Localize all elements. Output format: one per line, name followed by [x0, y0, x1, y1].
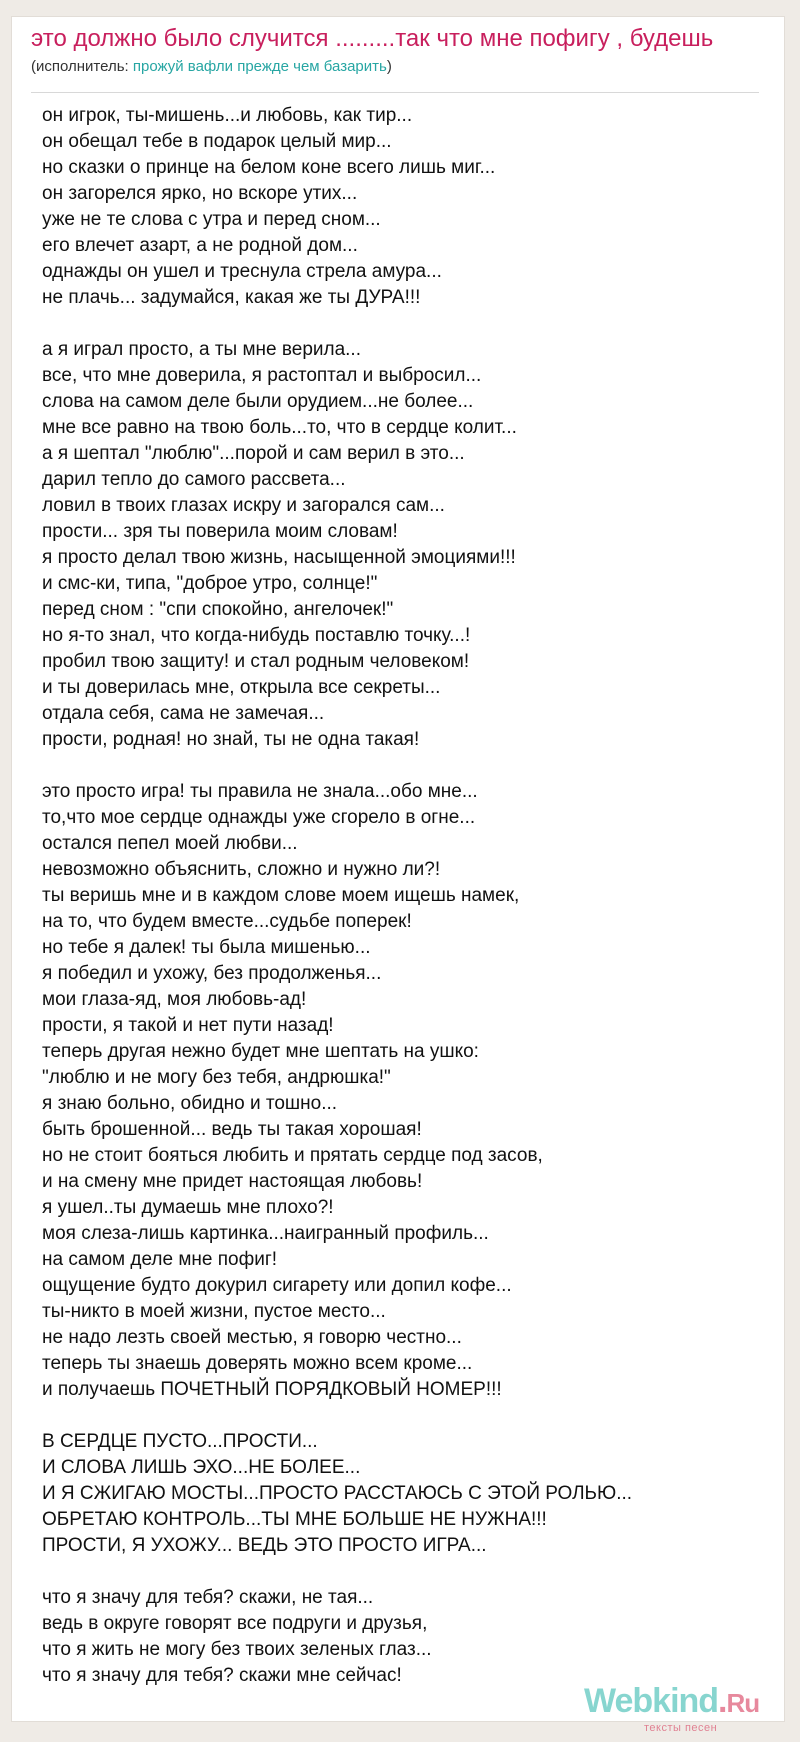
- lyrics-line: И СЛОВА ЛИШЬ ЭХО...НЕ БОЛЕЕ...: [42, 1457, 361, 1478]
- lyrics-line: уже не те слова с утра и перед сном...: [42, 209, 381, 230]
- artist-link[interactable]: прожуй вафли прежде чем базарить: [132, 58, 387, 75]
- lyrics-line: я ушел..ты думаешь мне плохо?!: [42, 1197, 334, 1218]
- lyrics-line: но не стоит бояться любить и прятать сердце под засов,: [42, 1145, 543, 1166]
- lyrics-line: а я шептал "люблю"...порой и сам верил в это...: [42, 443, 465, 464]
- lyrics-line: ты-никто в моей жизни, пустое место...: [42, 1301, 386, 1322]
- lyrics-line: теперь ты знаешь доверять можно всем кроме...: [42, 1353, 473, 1374]
- lyrics-line: ОБРЕТАЮ КОНТРОЛЬ...ТЫ МНЕ БОЛЬШЕ НЕ НУЖНА!!!: [42, 1509, 547, 1530]
- lyrics-line: что я значу для тебя? скажи мне сейчас!: [42, 1665, 402, 1686]
- lyrics-line: пробил твою защиту! и стал родным человеком!: [42, 651, 470, 672]
- lyrics-line: теперь другая нежно будет мне шептать на ушко:: [42, 1041, 479, 1062]
- lyrics-line: не плачь... задумайся, какая же ты ДУРА!!!: [42, 287, 421, 308]
- lyrics-stanza: [42, 1429, 762, 1559]
- lyrics-line: но сказки о принце на белом коне всего лишь миг...: [42, 157, 496, 178]
- lyrics-line: это просто игра! ты правила не знала...обо мне...: [42, 781, 478, 802]
- lyrics-line: я победил и ухожу, без продолженья...: [42, 963, 382, 984]
- lyrics-stanza: [42, 779, 762, 1403]
- lyrics-line: и смс-ки, типа, "доброе утро, солнце!": [42, 573, 378, 594]
- logo-brand: Webkind: [584, 1682, 719, 1720]
- lyrics-line: В СЕРДЦЕ ПУСТО...ПРОСТИ...: [42, 1431, 318, 1452]
- lyrics-line: моя слеза-лишь картинка...наигранный профиль...: [42, 1223, 489, 1244]
- lyrics-line: его влечет азарт, а не родной дом...: [42, 235, 358, 256]
- lyrics-line: но я-то знал, что когда-нибудь поставлю точку...!: [42, 625, 471, 646]
- lyrics-line: а я играл просто, а ты мне верила...: [42, 339, 361, 360]
- lyrics-line: на самом деле мне пофиг!: [42, 1249, 278, 1270]
- lyrics-body: [42, 103, 762, 1689]
- lyrics-line: дарил тепло до самого рассвета...: [42, 469, 346, 490]
- logo-tld: Ru: [726, 1688, 760, 1718]
- lyrics-line: "люблю и не могу без тебя, андрюшка!": [42, 1067, 391, 1088]
- lyrics-line: невозможно объяснить, сложно и нужно ли?!: [42, 859, 441, 880]
- lyrics-line: ПРОСТИ, Я УХОЖУ... ВЕДЬ ЭТО ПРОСТО ИГРА...: [42, 1535, 487, 1556]
- lyrics-line: однажды он ушел и треснула стрела амура...: [42, 261, 442, 282]
- lyrics-line: ты веришь мне и в каждом слове моем ищешь намек,: [42, 885, 520, 906]
- lyrics-line: и ты доверилась мне, открыла все секреты...: [42, 677, 441, 698]
- lyrics-line: быть брошенной... ведь ты такая хорошая!: [42, 1119, 422, 1140]
- artist-suffix: ): [386, 58, 392, 75]
- lyrics-line: и на смену мне придет настоящая любовь!: [42, 1171, 423, 1192]
- lyrics-line: мои глаза-яд, моя любовь-ад!: [42, 989, 307, 1010]
- song-header: [31, 24, 761, 76]
- logo-dot: .: [718, 1682, 727, 1720]
- artist-prefix: (исполнитель:: [31, 58, 133, 75]
- lyrics-line: что я жить не могу без твоих зеленых глаз...: [42, 1639, 432, 1660]
- lyrics-line: он игрок, ты-мишень...и любовь, как тир...: [42, 105, 413, 126]
- lyrics-line: он загорелся ярко, но вскоре утих...: [42, 183, 358, 204]
- logo-tagline: тексты песен: [644, 1722, 718, 1734]
- lyrics-line: мне все равно на твою боль...то, что в сердце колит...: [42, 417, 517, 438]
- lyrics-line: то,что мое сердце однажды уже сгорело в огне...: [42, 807, 476, 828]
- lyrics-line: не надо лезть своей местью, я говорю честно...: [42, 1327, 462, 1348]
- lyrics-line: прости... зря ты поверила моим словам!: [42, 521, 398, 542]
- lyrics-stanza: [42, 1585, 762, 1689]
- lyrics-line: перед сном : "спи спокойно, ангелочек!": [42, 599, 394, 620]
- lyrics-stanza: [42, 103, 762, 311]
- lyrics-line: ведь в округе говорят все подруги и друзья,: [42, 1613, 428, 1634]
- artist-line: [31, 58, 761, 76]
- lyrics-line: прости, родная! но знай, ты не одна такая!: [42, 729, 420, 750]
- lyrics-line: остался пепел моей любви...: [42, 833, 298, 854]
- lyrics-line: что я значу для тебя? скажи, не тая...: [42, 1587, 374, 1608]
- header-divider: [31, 92, 759, 93]
- lyrics-line: все, что мне доверила, я растоптал и выбросил...: [42, 365, 482, 386]
- lyrics-line: ощущение будто докурил сигарету или допил кофе...: [42, 1275, 512, 1296]
- lyrics-stanza: [42, 337, 762, 753]
- lyrics-line: он обещал тебе в подарок целый мир...: [42, 131, 392, 152]
- lyrics-line: отдала себя, сама не замечая...: [42, 703, 325, 724]
- lyrics-line: но тебе я далек! ты была мишенью...: [42, 937, 371, 958]
- song-title: это должно было случится .........так что мне пофигу , будешь: [31, 25, 714, 52]
- lyrics-line: ловил в твоих глазах искру и загорался сам...: [42, 495, 445, 516]
- lyrics-line: на то, что будем вместе...судьбе поперек!: [42, 911, 412, 932]
- lyrics-line: я знаю больно, обидно и тошно...: [42, 1093, 338, 1114]
- lyrics-line: я просто делал твою жизнь, насыщенной эмоциями!!!: [42, 547, 516, 568]
- lyrics-line: прости, я такой и нет пути назад!: [42, 1015, 334, 1036]
- lyrics-line: и получаешь ПОЧЕТНЫЙ ПОРЯДКОВЫЙ НОМЕР!!!: [42, 1379, 502, 1400]
- lyrics-line: И Я СЖИГАЮ МОСТЫ...ПРОСТО РАССТАЮСЬ С ЭТОЙ РОЛЬЮ...: [42, 1483, 633, 1504]
- lyrics-line: слова на самом деле были орудием...не более...: [42, 391, 474, 412]
